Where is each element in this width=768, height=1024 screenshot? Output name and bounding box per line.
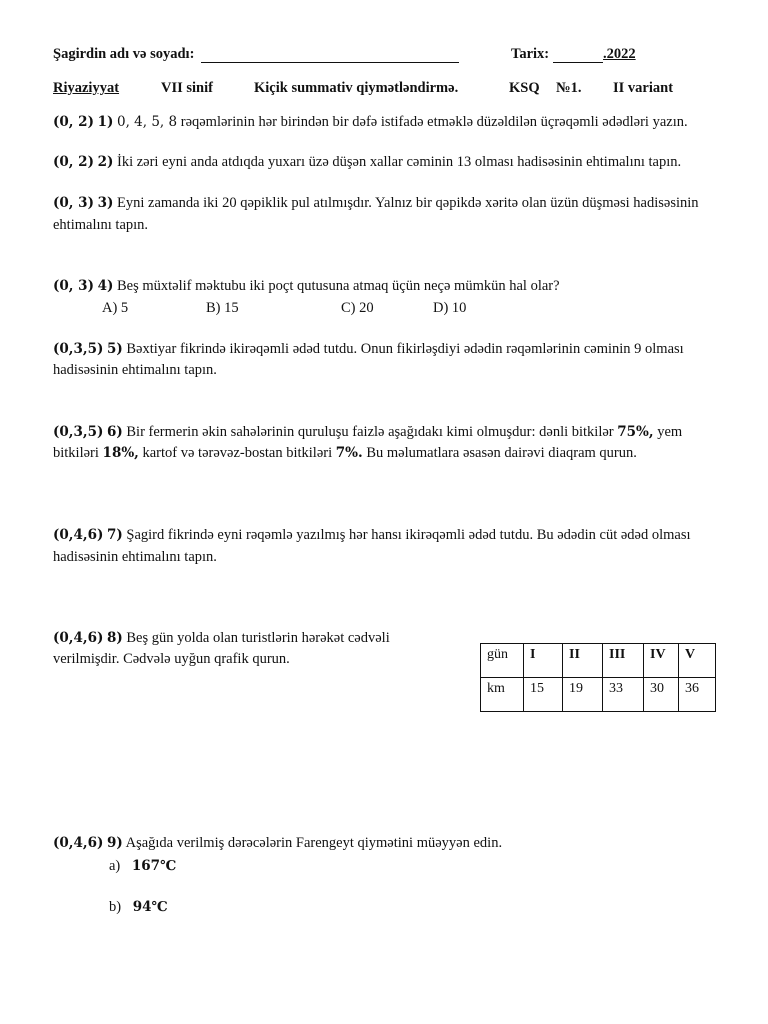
question-points: (0,4,6) — [53, 835, 104, 851]
question-text: yem — [653, 424, 683, 440]
question-text: bitkiləri — [53, 445, 103, 461]
table-cell: 30 — [644, 678, 679, 712]
item-value: 94℃ — [132, 899, 168, 915]
question-text: rəqəmlərinin hər birindən bir dəfə istifadə etməklə düzəldilən üçrəqəmli ədədləri yazın. — [177, 114, 688, 130]
table-cell: 19 — [563, 678, 603, 712]
question-6-cont — [53, 442, 738, 464]
grade: VII sinif — [161, 80, 213, 96]
question-2 — [53, 151, 738, 173]
question-text: Şagird fikrində eyni rəqəmlə yazılmış hər hansı ikirəqəmli ədəd tutdu. Bu ədədin cüt ədəd olması — [126, 527, 691, 543]
date-blank[interactable] — [553, 47, 603, 63]
question-text: Beş müxtəlif məktubu iki poçt qutusuna atmaq üçün neçə mümkün hal olar? — [117, 278, 560, 294]
question-points: (0, 3) — [53, 278, 94, 294]
question-3 — [53, 192, 738, 214]
question-points: (0,4,6) — [53, 527, 104, 543]
name-label: Şagirdin adı və soyadı: — [53, 46, 195, 62]
question-number: 8) — [106, 630, 123, 646]
question-text: Bu məlumatlara əsasən dairəvi diaqram qurun. — [362, 445, 637, 461]
table-cell: 33 — [603, 678, 644, 712]
table-cell: 15 — [524, 678, 563, 712]
question-5-cont: hadisəsinin ehtimalını tapın. — [53, 362, 217, 378]
question-3-cont: ehtimalını tapın. — [53, 217, 149, 233]
exam-title: Kiçik summativ qiymətləndirmə. — [254, 80, 459, 96]
date-label: Tarix: — [511, 46, 550, 62]
item-b — [109, 896, 168, 918]
question-points: (0,3,5) — [53, 341, 104, 357]
question-points: (0,3,5) — [53, 424, 104, 440]
question-points: (0, 2) — [53, 114, 94, 130]
question-9 — [53, 832, 738, 854]
option-a[interactable]: A) 5 — [102, 300, 129, 316]
subject: Riyaziyyat — [53, 80, 120, 96]
question-text: kartof və tərəvəz-bostan bitkiləri — [138, 445, 336, 461]
question-number: 6) — [106, 424, 123, 440]
name-blank[interactable] — [201, 47, 459, 63]
option-d[interactable]: D) 10 — [433, 300, 467, 316]
item-label: b) — [109, 899, 122, 915]
digits-math: 0, 4, 5, 8 — [117, 114, 178, 130]
table-cell: km — [481, 678, 524, 712]
question-7-cont: hadisəsinin ehtimalını tapın. — [53, 549, 217, 565]
item-a — [109, 855, 176, 877]
item-label: a) — [109, 858, 121, 874]
percent-potato: 7%. — [335, 445, 363, 461]
question-number: 2) — [97, 154, 114, 170]
ksq-label: KSQ — [509, 80, 540, 96]
percent-grain: 75%, — [617, 424, 654, 440]
percent-fodder: 18%, — [102, 445, 139, 461]
item-value: 167℃ — [131, 858, 177, 874]
question-text: Beş gün yolda olan turistlərin hərəkət cədvəli — [126, 630, 390, 646]
question-text: Bir fermerin əkin sahələrinin quruluşu faizlə aşağıdakı kimi olmuşdur: dənli bitkilər — [126, 424, 618, 440]
question-number: 7) — [106, 527, 123, 543]
question-8-cont: verilmişdir. Cədvələ uyğun qrafik qurun. — [53, 651, 290, 667]
table-cell: I — [524, 644, 563, 678]
table-row — [481, 678, 716, 712]
question-number: 1) — [97, 114, 114, 130]
question-text: Bəxtiyar fikrində ikirəqəmli ədəd tutdu. Onun fikirləşdiyi ədədin rəqəmlərinin cəminin 9 olması — [126, 341, 684, 357]
question-number: 3) — [97, 195, 114, 211]
table-cell: gün — [481, 644, 524, 678]
question-8 — [53, 627, 468, 649]
question-points: (0, 3) — [53, 195, 94, 211]
question-text: Aşağıda verilmiş dərəcələrin Farengeyt qiymətini müəyyən edin. — [125, 835, 503, 851]
question-6 — [53, 421, 738, 443]
table-cell: V — [679, 644, 716, 678]
question-points: (0,4,6) — [53, 630, 104, 646]
exam-number: №1. — [556, 80, 582, 96]
table-cell: III — [603, 644, 644, 678]
question-1 — [53, 111, 738, 133]
question-7 — [53, 524, 738, 546]
table-cell: 36 — [679, 678, 716, 712]
question-number: 4) — [97, 278, 114, 294]
table-cell: II — [563, 644, 603, 678]
option-c[interactable]: C) 20 — [341, 300, 374, 316]
table-row — [481, 644, 716, 678]
option-b[interactable]: B) 15 — [206, 300, 239, 316]
question-4 — [53, 275, 738, 297]
question-number: 5) — [106, 341, 123, 357]
travel-table — [480, 643, 716, 712]
question-number: 9) — [106, 835, 123, 851]
date-year: .2022 — [603, 46, 636, 62]
variant: II variant — [613, 80, 674, 96]
question-text: Eyni zamanda iki 20 qəpiklik pul atılmışdır. Yalnız bir qəpikdə xəritə olan üzün düşməsi hadisəsinin — [117, 195, 699, 211]
question-5 — [53, 338, 738, 360]
question-text: İki zəri eyni anda atdıqda yuxarı üzə düşən xallar cəminin 13 olması hadisəsinin ehtimalını tapın. — [117, 154, 682, 170]
question-points: (0, 2) — [53, 154, 94, 170]
table-cell: IV — [644, 644, 679, 678]
